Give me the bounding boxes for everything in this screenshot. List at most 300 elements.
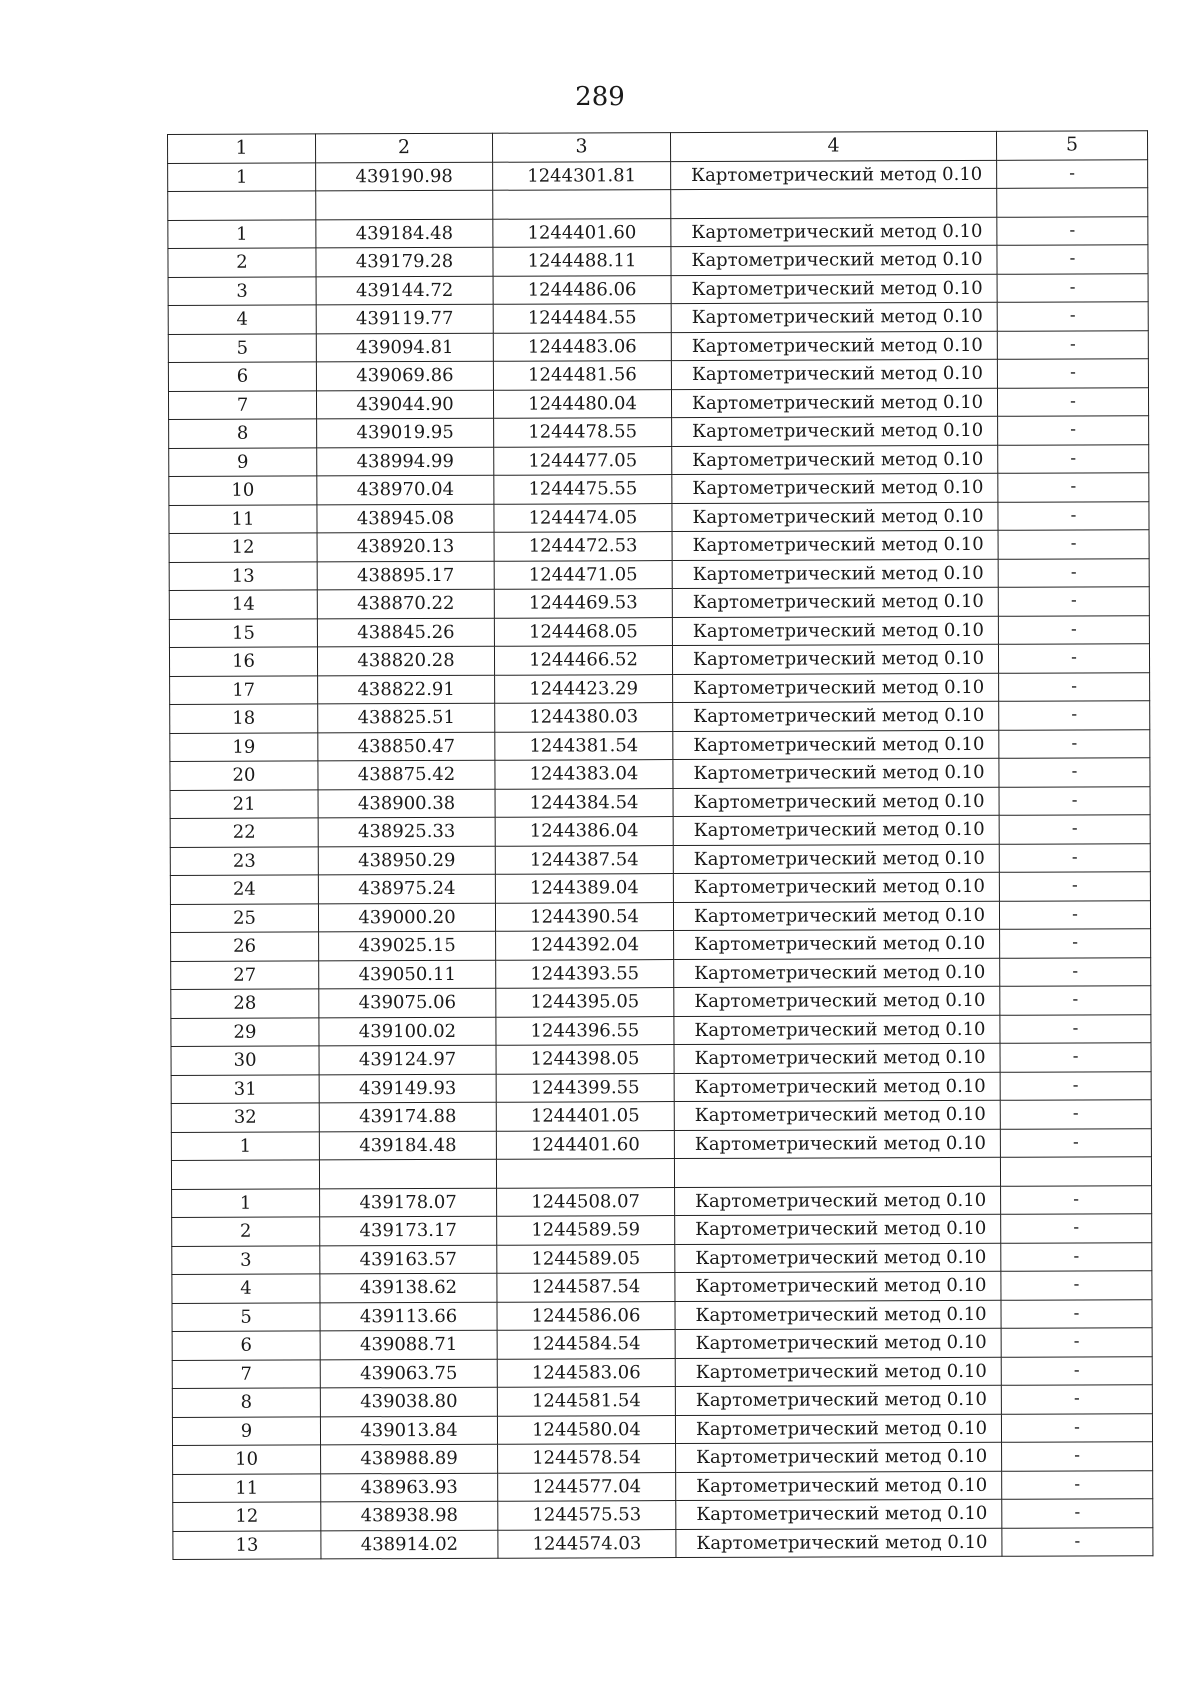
- table-row: [168, 159, 1148, 191]
- note-cell: -: [997, 387, 1148, 416]
- note-cell: -: [1002, 1499, 1153, 1528]
- point-number-cell: 7: [168, 390, 316, 419]
- method-cell: Картометрический метод 0.10: [674, 1043, 1000, 1073]
- point-number-cell: 16: [169, 647, 317, 676]
- method-cell: Картометрический метод 0.10: [676, 1471, 1002, 1501]
- x-coordinate-cell: 439025.15: [319, 931, 496, 960]
- x-coordinate-cell: 439113.66: [320, 1302, 497, 1331]
- table-row: [169, 530, 1149, 562]
- method-cell: Картометрический метод 0.10: [673, 844, 999, 874]
- point-number-cell: 2: [168, 248, 316, 277]
- point-number-cell: 12: [173, 1502, 321, 1531]
- point-number-cell: 11: [173, 1473, 321, 1502]
- point-number-cell: 13: [169, 561, 317, 590]
- method-cell: Картометрический метод 0.10: [671, 331, 997, 361]
- method-cell: Картометрический метод 0.10: [671, 160, 997, 190]
- table-row: [171, 1043, 1151, 1075]
- x-coordinate-cell: 439173.17: [320, 1216, 497, 1245]
- x-coordinate-cell: 438870.22: [317, 589, 494, 618]
- note-cell: -: [1000, 957, 1151, 986]
- y-coordinate-cell: 1244471.05: [494, 560, 672, 589]
- method-cell: Картометрический метод 0.10: [675, 1214, 1001, 1244]
- y-coordinate-cell: 1244380.03: [495, 703, 673, 732]
- method-cell: Картометрический метод 0.10: [673, 787, 999, 817]
- y-coordinate-cell: 1244466.52: [494, 646, 672, 675]
- table-row: [169, 444, 1149, 476]
- empty-cell: [671, 188, 997, 218]
- table-row: [169, 615, 1149, 647]
- y-coordinate-cell: 1244469.53: [494, 589, 672, 618]
- method-cell: Картометрический метод 0.10: [671, 302, 997, 332]
- y-coordinate-cell: 1244396.55: [496, 1016, 674, 1045]
- method-cell: Картометрический метод 0.10: [674, 929, 1000, 959]
- point-number-cell: 12: [169, 533, 317, 562]
- point-number-cell: 9: [172, 1416, 320, 1445]
- method-cell: Картометрический метод 0.10: [673, 701, 999, 731]
- method-cell: Картометрический метод 0.10: [672, 559, 998, 589]
- note-cell: -: [1001, 1328, 1152, 1357]
- table-row: [170, 786, 1150, 818]
- point-number-cell: 31: [171, 1074, 319, 1103]
- y-coordinate-cell: 1244383.04: [495, 760, 673, 789]
- point-number-cell: 18: [170, 704, 318, 733]
- empty-cell: [997, 188, 1148, 217]
- x-coordinate-cell: 438822.91: [318, 675, 495, 704]
- method-cell: Картометрический метод 0.10: [672, 416, 998, 446]
- note-cell: -: [998, 501, 1149, 530]
- point-number-cell: 23: [170, 846, 318, 875]
- empty-cell: [493, 190, 671, 219]
- x-coordinate-cell: 439038.80: [320, 1387, 497, 1416]
- note-cell: -: [999, 672, 1150, 701]
- note-cell: -: [997, 330, 1148, 359]
- point-number-cell: 6: [168, 362, 316, 391]
- method-cell: Картометрический метод 0.10: [672, 473, 998, 503]
- method-cell: Картометрический метод 0.10: [675, 1385, 1001, 1415]
- x-coordinate-cell: 438920.13: [317, 532, 494, 561]
- x-coordinate-cell: 438950.29: [318, 846, 495, 875]
- table-body: [168, 159, 1153, 1559]
- point-number-cell: 4: [168, 305, 316, 334]
- note-cell: -: [999, 786, 1150, 815]
- x-coordinate-cell: 438845.26: [317, 618, 494, 647]
- table-row: [168, 359, 1148, 391]
- y-coordinate-cell: 1244399.55: [496, 1073, 674, 1102]
- table-row: [172, 1242, 1152, 1274]
- note-cell: -: [1000, 986, 1151, 1015]
- y-coordinate-cell: 1244395.05: [496, 988, 674, 1017]
- method-cell: Картометрический метод 0.10: [671, 274, 997, 304]
- table-row: [170, 758, 1150, 790]
- empty-cell: [496, 1159, 674, 1188]
- note-cell: -: [1001, 1271, 1152, 1300]
- table-row: [172, 1185, 1152, 1217]
- point-number-cell: 5: [172, 1302, 320, 1331]
- x-coordinate-cell: 439184.48: [319, 1131, 496, 1160]
- x-coordinate-cell: 439144.72: [316, 276, 493, 305]
- point-number-cell: 26: [171, 932, 319, 961]
- header-cell-3: 3: [492, 133, 670, 162]
- x-coordinate-cell: 438970.04: [317, 475, 494, 504]
- x-coordinate-cell: 439124.97: [319, 1045, 496, 1074]
- x-coordinate-cell: 439138.62: [320, 1273, 497, 1302]
- table-row: [168, 302, 1148, 334]
- method-cell: Картометрический метод 0.10: [676, 1499, 1002, 1529]
- method-cell: Картометрический метод 0.10: [671, 217, 997, 247]
- note-cell: -: [1000, 1100, 1151, 1129]
- note-cell: -: [1001, 1185, 1152, 1214]
- method-cell: Картометрический метод 0.10: [675, 1243, 1001, 1273]
- y-coordinate-cell: 1244386.04: [495, 817, 673, 846]
- y-coordinate-cell: 1244508.07: [497, 1187, 675, 1216]
- method-cell: Картометрический метод 0.10: [672, 644, 998, 674]
- note-cell: -: [997, 302, 1148, 331]
- table-row: [168, 387, 1148, 419]
- note-cell: -: [998, 558, 1149, 587]
- method-cell: Картометрический метод 0.10: [672, 616, 998, 646]
- x-coordinate-cell: 439063.75: [320, 1359, 497, 1388]
- table-row: [168, 216, 1148, 248]
- note-cell: -: [997, 245, 1148, 274]
- table-row: [171, 986, 1151, 1018]
- note-cell: -: [1001, 1385, 1152, 1414]
- x-coordinate-cell: 439088.71: [320, 1330, 497, 1359]
- x-coordinate-cell: 439163.57: [320, 1245, 497, 1274]
- point-number-cell: 29: [171, 1017, 319, 1046]
- table-row: [170, 729, 1150, 761]
- method-cell: Картометрический метод 0.10: [676, 1528, 1002, 1558]
- x-coordinate-cell: 439069.86: [316, 361, 493, 390]
- table-row: [171, 929, 1151, 961]
- method-cell: Картометрический метод 0.10: [674, 986, 1000, 1016]
- x-coordinate-cell: 439178.07: [320, 1188, 497, 1217]
- y-coordinate-cell: 1244401.60: [496, 1130, 674, 1159]
- table-row: [169, 416, 1149, 448]
- table-row: [171, 1014, 1151, 1046]
- y-coordinate-cell: 1244584.54: [497, 1330, 675, 1359]
- point-number-cell: 17: [170, 675, 318, 704]
- header-cell-1: 1: [168, 134, 316, 163]
- table-row: [171, 1128, 1151, 1160]
- note-cell: -: [1000, 929, 1151, 958]
- y-coordinate-cell: 1244472.53: [494, 532, 672, 561]
- method-cell: Картометрический метод 0.10: [674, 1129, 1000, 1159]
- empty-cell: [316, 190, 493, 219]
- coordinates-table-container: [167, 130, 1152, 1560]
- point-number-cell: 7: [172, 1359, 320, 1388]
- table-row: [170, 701, 1150, 733]
- y-coordinate-cell: 1244480.04: [493, 389, 671, 418]
- x-coordinate-cell: 438988.89: [321, 1444, 498, 1473]
- x-coordinate-cell: 438895.17: [317, 561, 494, 590]
- note-cell: -: [1000, 1071, 1151, 1100]
- point-number-cell: 21: [170, 789, 318, 818]
- x-coordinate-cell: 439044.90: [316, 390, 493, 419]
- x-coordinate-cell: 439190.98: [316, 162, 493, 191]
- y-coordinate-cell: 1244577.04: [498, 1472, 676, 1501]
- note-cell: -: [1001, 1356, 1152, 1385]
- note-cell: -: [1001, 1413, 1152, 1442]
- point-number-cell: 4: [172, 1274, 320, 1303]
- x-coordinate-cell: 439050.11: [319, 960, 496, 989]
- note-cell: -: [998, 473, 1149, 502]
- point-number-cell: 10: [169, 476, 317, 505]
- note-cell: -: [999, 729, 1150, 758]
- note-cell: -: [1001, 1299, 1152, 1328]
- y-coordinate-cell: 1244580.04: [497, 1415, 675, 1444]
- x-coordinate-cell: 438925.33: [318, 817, 495, 846]
- header-cell-2: 2: [316, 133, 493, 162]
- method-cell: Картометрический метод 0.10: [671, 388, 997, 418]
- table-row: [168, 245, 1148, 277]
- y-coordinate-cell: 1244483.06: [493, 332, 671, 361]
- table-row: [169, 501, 1149, 533]
- table-row: [172, 1413, 1152, 1445]
- x-coordinate-cell: 439184.48: [316, 219, 493, 248]
- x-coordinate-cell: 439019.95: [317, 418, 494, 447]
- table-row: [169, 587, 1149, 619]
- point-number-cell: 32: [171, 1103, 319, 1132]
- point-number-cell: 9: [169, 447, 317, 476]
- method-cell: Картометрический метод 0.10: [673, 815, 999, 845]
- point-number-cell: 11: [169, 504, 317, 533]
- method-cell: Картометрический метод 0.10: [675, 1357, 1001, 1387]
- y-coordinate-cell: 1244475.55: [494, 475, 672, 504]
- x-coordinate-cell: 438900.38: [318, 789, 495, 818]
- y-coordinate-cell: 1244586.06: [497, 1301, 675, 1330]
- table-row: [172, 1299, 1152, 1331]
- method-cell: Картометрический метод 0.10: [672, 445, 998, 475]
- point-number-cell: 1: [168, 219, 316, 248]
- x-coordinate-cell: 439174.88: [319, 1102, 496, 1131]
- x-coordinate-cell: 439100.02: [319, 1017, 496, 1046]
- x-coordinate-cell: 438914.02: [321, 1530, 498, 1559]
- method-cell: Картометрический метод 0.10: [675, 1271, 1001, 1301]
- x-coordinate-cell: 439179.28: [316, 247, 493, 276]
- method-cell: Картометрический метод 0.10: [672, 587, 998, 617]
- method-cell: Картометрический метод 0.10: [675, 1300, 1001, 1330]
- y-coordinate-cell: 1244578.54: [498, 1444, 676, 1473]
- method-cell: Картометрический метод 0.10: [674, 958, 1000, 988]
- x-coordinate-cell: 439075.06: [319, 988, 496, 1017]
- method-cell: Картометрический метод 0.10: [671, 245, 997, 275]
- x-coordinate-cell: 438963.93: [321, 1473, 498, 1502]
- empty-cell: [319, 1159, 496, 1188]
- x-coordinate-cell: 438975.24: [318, 874, 495, 903]
- method-cell: Картометрический метод 0.10: [674, 1072, 1000, 1102]
- x-coordinate-cell: 438938.98: [321, 1501, 498, 1530]
- table-row: [170, 672, 1150, 704]
- note-cell: -: [1002, 1527, 1153, 1556]
- note-cell: -: [998, 416, 1149, 445]
- y-coordinate-cell: 1244387.54: [495, 845, 673, 874]
- y-coordinate-cell: 1244587.54: [497, 1273, 675, 1302]
- method-cell: Картометрический метод 0.10: [675, 1414, 1001, 1444]
- method-cell: Картометрический метод 0.10: [673, 758, 999, 788]
- empty-cell: [171, 1160, 319, 1189]
- point-number-cell: 15: [169, 618, 317, 647]
- y-coordinate-cell: 1244392.04: [496, 931, 674, 960]
- note-cell: -: [999, 701, 1150, 730]
- y-coordinate-cell: 1244468.05: [494, 617, 672, 646]
- y-coordinate-cell: 1244401.60: [493, 218, 671, 247]
- point-number-cell: 22: [170, 818, 318, 847]
- note-cell: -: [998, 444, 1149, 473]
- point-number-cell: 1: [168, 162, 316, 191]
- point-number-cell: 24: [170, 875, 318, 904]
- y-coordinate-cell: 1244575.53: [498, 1501, 676, 1530]
- method-cell: Картометрический метод 0.10: [675, 1328, 1001, 1358]
- y-coordinate-cell: 1244301.81: [493, 161, 671, 190]
- table-row: [171, 1071, 1151, 1103]
- table-row: [169, 473, 1149, 505]
- note-cell: -: [999, 843, 1150, 872]
- table-row: [172, 1328, 1152, 1360]
- point-number-cell: 8: [169, 419, 317, 448]
- x-coordinate-cell: 438945.08: [317, 504, 494, 533]
- point-number-cell: 25: [170, 903, 318, 932]
- table-row: [173, 1470, 1153, 1502]
- point-number-cell: 2: [172, 1217, 320, 1246]
- table-row: [170, 843, 1150, 875]
- note-cell: -: [997, 216, 1148, 245]
- y-coordinate-cell: 1244401.05: [496, 1102, 674, 1131]
- y-coordinate-cell: 1244393.55: [496, 959, 674, 988]
- method-cell: Картометрический метод 0.10: [673, 673, 999, 703]
- point-number-cell: 30: [171, 1046, 319, 1075]
- point-number-cell: 27: [171, 960, 319, 989]
- method-cell: Картометрический метод 0.10: [674, 1015, 1000, 1045]
- method-cell: Картометрический метод 0.10: [676, 1442, 1002, 1472]
- point-number-cell: 19: [170, 732, 318, 761]
- y-coordinate-cell: 1244486.06: [493, 275, 671, 304]
- empty-cell: [168, 191, 316, 220]
- note-cell: -: [998, 587, 1149, 616]
- note-cell: -: [998, 644, 1149, 673]
- point-number-cell: 13: [173, 1530, 321, 1559]
- note-cell: -: [1002, 1470, 1153, 1499]
- table-row: [171, 957, 1151, 989]
- table-row: [173, 1527, 1153, 1559]
- note-cell: -: [1002, 1442, 1153, 1471]
- method-cell: Картометрический метод 0.10: [675, 1186, 1001, 1216]
- note-cell: -: [1000, 1014, 1151, 1043]
- point-number-cell: 28: [171, 989, 319, 1018]
- note-cell: -: [998, 615, 1149, 644]
- point-number-cell: 8: [172, 1388, 320, 1417]
- x-coordinate-cell: 439149.93: [319, 1074, 496, 1103]
- x-coordinate-cell: 438994.99: [317, 447, 494, 476]
- y-coordinate-cell: 1244423.29: [495, 674, 673, 703]
- table-row: [170, 872, 1150, 904]
- x-coordinate-cell: 439013.84: [320, 1416, 497, 1445]
- x-coordinate-cell: 438825.51: [318, 703, 495, 732]
- table-row: [173, 1442, 1153, 1474]
- x-coordinate-cell: 438875.42: [318, 760, 495, 789]
- method-cell: Картометрический метод 0.10: [674, 1100, 1000, 1130]
- y-coordinate-cell: 1244484.55: [493, 304, 671, 333]
- y-coordinate-cell: 1244474.05: [494, 503, 672, 532]
- y-coordinate-cell: 1244481.56: [493, 361, 671, 390]
- point-number-cell: 1: [172, 1188, 320, 1217]
- x-coordinate-cell: 438820.28: [317, 646, 494, 675]
- x-coordinate-cell: 439119.77: [316, 304, 493, 333]
- table-row: [173, 1499, 1153, 1531]
- table-row: [168, 273, 1148, 305]
- point-number-cell: 6: [172, 1331, 320, 1360]
- coordinates-table: [167, 130, 1153, 1560]
- x-coordinate-cell: 439000.20: [318, 903, 495, 932]
- y-coordinate-cell: 1244589.05: [497, 1244, 675, 1273]
- method-cell: Картометрический метод 0.10: [672, 530, 998, 560]
- y-coordinate-cell: 1244389.04: [495, 874, 673, 903]
- note-cell: -: [1000, 1128, 1151, 1157]
- note-cell: -: [999, 815, 1150, 844]
- header-cell-4: 4: [670, 131, 996, 161]
- table-row: [171, 1100, 1151, 1132]
- table-row: [172, 1356, 1152, 1388]
- table-row: [170, 815, 1150, 847]
- y-coordinate-cell: 1244583.06: [497, 1358, 675, 1387]
- x-coordinate-cell: 439094.81: [316, 333, 493, 362]
- note-cell: -: [999, 872, 1150, 901]
- section-separator-row: [171, 1157, 1151, 1189]
- note-cell: -: [1000, 1043, 1151, 1072]
- table-row: [170, 900, 1150, 932]
- y-coordinate-cell: 1244574.03: [498, 1529, 676, 1558]
- method-cell: Картометрический метод 0.10: [673, 901, 999, 931]
- y-coordinate-cell: 1244581.54: [497, 1387, 675, 1416]
- y-coordinate-cell: 1244488.11: [493, 247, 671, 276]
- header-row: [168, 131, 1148, 163]
- y-coordinate-cell: 1244390.54: [495, 902, 673, 931]
- note-cell: -: [997, 273, 1148, 302]
- y-coordinate-cell: 1244478.55: [494, 418, 672, 447]
- note-cell: -: [999, 900, 1150, 929]
- note-cell: -: [998, 530, 1149, 559]
- method-cell: Картометрический метод 0.10: [673, 872, 999, 902]
- note-cell: -: [1001, 1214, 1152, 1243]
- section-separator-row: [168, 188, 1148, 220]
- empty-cell: [674, 1157, 1000, 1187]
- table-row: [172, 1385, 1152, 1417]
- y-coordinate-cell: 1244477.05: [494, 446, 672, 475]
- method-cell: Картометрический метод 0.10: [672, 502, 998, 532]
- point-number-cell: 3: [168, 276, 316, 305]
- page-number: 289: [575, 82, 625, 112]
- header-cell-5: 5: [996, 131, 1147, 160]
- point-number-cell: 1: [171, 1131, 319, 1160]
- note-cell: -: [1001, 1242, 1152, 1271]
- table-row: [168, 330, 1148, 362]
- table-row: [169, 558, 1149, 590]
- note-cell: -: [997, 159, 1148, 188]
- note-cell: -: [997, 359, 1148, 388]
- y-coordinate-cell: 1244384.54: [495, 788, 673, 817]
- table-row: [169, 644, 1149, 676]
- table-row: [172, 1214, 1152, 1246]
- y-coordinate-cell: 1244589.59: [497, 1216, 675, 1245]
- point-number-cell: 10: [173, 1445, 321, 1474]
- y-coordinate-cell: 1244381.54: [495, 731, 673, 760]
- note-cell: -: [999, 758, 1150, 787]
- method-cell: Картометрический метод 0.10: [673, 730, 999, 760]
- point-number-cell: 3: [172, 1245, 320, 1274]
- point-number-cell: 20: [170, 761, 318, 790]
- method-cell: Картометрический метод 0.10: [671, 359, 997, 389]
- empty-cell: [1000, 1157, 1151, 1186]
- point-number-cell: 5: [168, 333, 316, 362]
